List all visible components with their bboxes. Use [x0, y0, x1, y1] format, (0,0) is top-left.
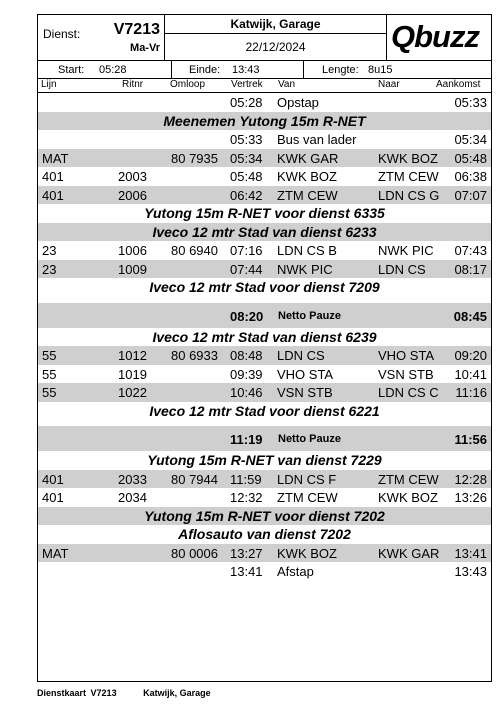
vehicle-note: Iveco 12 mtr Stad van dienst 6233	[38, 223, 491, 242]
cell-ritnr: 1019	[118, 366, 147, 382]
duty-card	[37, 14, 492, 682]
cell-aankomst: 05:48	[454, 150, 487, 166]
col-omloop: Omloop	[170, 79, 206, 90]
cell-aankomst: 10:41	[454, 366, 487, 382]
cell-aankomst: 07:43	[454, 243, 487, 258]
cell-ritnr: 1012	[118, 348, 147, 363]
cell-vertrek: 07:16	[230, 243, 263, 258]
cell-vertrek: 05:33	[230, 132, 263, 147]
cell-aankomst: 11:16	[455, 385, 487, 400]
cell-van: NWK PIC	[277, 261, 333, 277]
col-lijn: Lijn	[41, 79, 57, 90]
cell-lijn: MAT	[42, 150, 69, 166]
cell-vertrek: 05:28	[230, 95, 263, 110]
cell-van: LDN CS	[277, 348, 325, 363]
cell-lijn: 55	[42, 348, 57, 363]
cell-vertrek: 10:46	[230, 385, 263, 400]
cell-ritnr: 2034	[118, 490, 147, 505]
vehicle-note: Iveco 12 mtr Stad voor dienst 6221	[149, 402, 380, 419]
cell-vertrek: 06:42	[230, 187, 263, 203]
cell-van: LDN CS B	[277, 243, 337, 258]
cell-van: KWK GAR	[277, 150, 339, 166]
cell-naar: KWK BOZ	[378, 150, 438, 166]
cell-van: Afstap	[277, 564, 314, 579]
cell-ritnr: 2033	[118, 471, 147, 487]
vehicle-note: Yutong 15m R-NET voor dienst 6335	[144, 205, 385, 221]
cell-ritnr: 1006	[118, 243, 147, 258]
cell-naar: KWK GAR	[378, 545, 440, 561]
cell-naar: ZTM CEW	[378, 471, 439, 487]
location-date-cell	[165, 15, 387, 60]
footer-card-code: V7213	[90, 688, 117, 698]
cell-aankomst: 05:33	[454, 95, 487, 110]
times-bar	[38, 61, 491, 79]
cell-naar: VSN STB	[378, 366, 434, 382]
divider	[303, 61, 304, 78]
cell-lijn: 23	[42, 261, 57, 277]
schedule-row	[38, 470, 491, 489]
pause-row	[38, 426, 491, 451]
lengte-label: Lengte:	[322, 64, 359, 76]
cell-aankomst: 08:17	[454, 261, 487, 277]
cell-van: ZTM CEW	[277, 490, 338, 505]
schedule-row	[38, 167, 491, 186]
cell-aankomst: 13:43	[454, 564, 487, 579]
cell-aankomst: 06:38	[454, 169, 487, 184]
cell-vertrek: 07:44	[230, 261, 263, 277]
cell-aankomst: 13:41	[454, 545, 487, 561]
location: Katwijk, Garage	[165, 17, 386, 34]
cell-omloop: 80 6933	[171, 348, 218, 363]
cell-van: Bus van lader	[277, 132, 357, 147]
cell-vertrek: 08:48	[230, 348, 263, 363]
cell-vertrek: 09:39	[230, 366, 263, 382]
lengte-value: 8u15	[368, 64, 393, 76]
cell-naar: LDN CS	[378, 261, 426, 277]
column-headers	[38, 79, 491, 93]
schedule-body	[38, 93, 491, 581]
footer-card-label: Dienstkaart	[37, 688, 87, 698]
cell-naar: KWK BOZ	[378, 490, 438, 505]
dienst-label: Dienst:	[43, 27, 81, 41]
cell-ritnr: 2003	[118, 169, 147, 184]
schedule-row	[38, 93, 491, 112]
vehicle-note: Aflosauto van dienst 7202	[178, 526, 351, 542]
cell-naar: ZTM CEW	[378, 169, 439, 184]
cell-van: KWK BOZ	[277, 545, 337, 561]
cell-lijn: MAT	[42, 545, 69, 561]
date: 22/12/2024	[245, 40, 306, 54]
cell-aankomst: 12:28	[454, 471, 487, 487]
cell-ritnr: 1009	[118, 261, 147, 277]
schedule-row	[38, 186, 491, 205]
cell-van: VHO STA	[277, 366, 334, 382]
dienst-code: V7213	[113, 21, 160, 38]
cell-vertrek: 12:32	[230, 490, 263, 505]
pause-row	[38, 303, 491, 328]
card-header	[38, 15, 491, 61]
pause-end: 08:45	[453, 308, 487, 324]
cell-naar: LDN CS C	[378, 385, 439, 400]
cell-van: ZTM CEW	[277, 187, 338, 203]
schedule-row	[38, 488, 491, 507]
pause-end: 11:56	[454, 432, 487, 447]
start-label: Start:	[58, 64, 85, 76]
cell-ritnr: 2006	[118, 187, 147, 203]
cell-vertrek: 11:59	[230, 471, 262, 487]
cell-naar: VHO STA	[378, 348, 435, 363]
cell-vertrek: 05:48	[230, 169, 263, 184]
pause-start: 11:19	[230, 432, 263, 447]
vehicle-note: Yutong 15m R-NET voor dienst 7202	[38, 507, 491, 526]
cell-lijn: 23	[42, 243, 57, 258]
divider	[171, 61, 172, 78]
cell-vertrek: 13:27	[230, 545, 263, 561]
cell-aankomst: 13:26	[454, 490, 487, 505]
cell-van: KWK BOZ	[277, 169, 337, 184]
col-ritnr: Ritnr	[122, 79, 144, 90]
logo-cell	[387, 15, 491, 60]
schedule-row	[38, 562, 491, 581]
schedule-row	[38, 149, 491, 168]
cell-lijn: 55	[42, 385, 57, 400]
vehicle-note: Yutong 15m R-NET van dienst 7229	[147, 452, 382, 468]
schedule-row	[38, 365, 491, 384]
qbuzz-logo: Qbuzz	[391, 19, 479, 54]
cell-aankomst: 07:07	[454, 187, 487, 203]
schedule-row	[38, 544, 491, 563]
cell-van: Opstap	[277, 95, 319, 110]
schedule-row	[38, 130, 491, 149]
col-vertrek: Vertrek	[231, 79, 263, 90]
footer-location: Katwijk, Garage	[143, 688, 211, 698]
schedule-row	[38, 383, 491, 402]
vehicle-note: Iveco 12 mtr Stad voor dienst 7209	[149, 279, 380, 295]
cell-vertrek: 13:41	[230, 564, 263, 579]
cell-aankomst: 05:34	[454, 132, 487, 147]
schedule-row	[38, 346, 491, 365]
cell-naar: LDN CS G	[378, 187, 440, 203]
schedule-row	[38, 260, 491, 279]
cell-omloop: 80 0006	[171, 545, 218, 561]
col-naar: Naar	[378, 79, 400, 90]
cell-omloop: 80 6940	[171, 243, 218, 258]
cell-lijn: 401	[42, 471, 64, 487]
cell-aankomst: 09:20	[454, 348, 487, 363]
cell-lijn: 401	[42, 490, 64, 505]
dienst-cell	[38, 15, 165, 60]
vehicle-note: Meenemen Yutong 15m R-NET	[38, 112, 491, 131]
cell-vertrek: 05:34	[230, 150, 263, 166]
cell-lijn: 401	[42, 169, 64, 184]
col-aankomst: Aankomst	[436, 79, 481, 90]
start-time: 05:28	[99, 64, 127, 76]
cell-ritnr: 1022	[118, 385, 147, 400]
vehicle-note: Iveco 12 mtr Stad van dienst 6239	[152, 328, 377, 345]
cell-lijn: 55	[42, 366, 57, 382]
dienst-days: Ma-Vr	[130, 42, 160, 54]
schedule-row	[38, 241, 491, 260]
cell-van: LDN CS F	[277, 471, 337, 487]
cell-van: VSN STB	[277, 385, 333, 400]
einde-label: Einde:	[189, 64, 221, 76]
footer	[37, 688, 211, 698]
einde-time: 13:43	[232, 64, 260, 76]
pause-label: Netto Pauze	[278, 433, 341, 445]
pause-label: Netto Pauze	[278, 309, 341, 322]
cell-omloop: 80 7935	[171, 150, 218, 166]
cell-lijn: 401	[42, 187, 64, 203]
pause-start: 08:20	[230, 308, 264, 324]
col-van: Van	[278, 79, 296, 90]
cell-omloop: 80 7944	[171, 471, 218, 487]
cell-naar: NWK PIC	[378, 243, 434, 258]
